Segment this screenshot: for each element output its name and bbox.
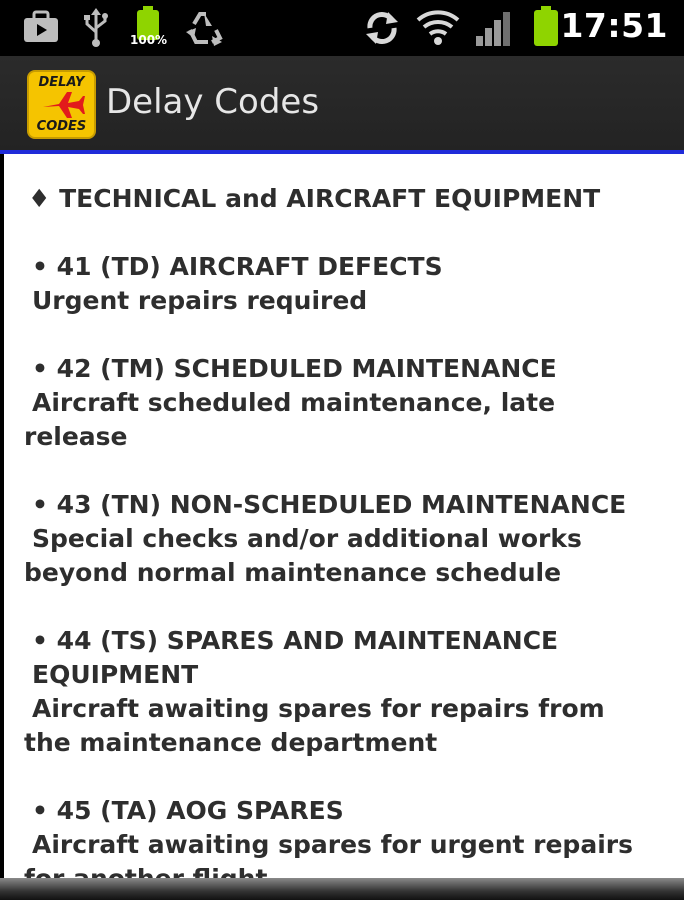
code-description: Urgent repairs required xyxy=(32,286,368,315)
battery-icon xyxy=(532,6,560,46)
app-logo[interactable] xyxy=(27,70,96,139)
content-scroll-view[interactable] xyxy=(4,154,684,892)
list-item[interactable] xyxy=(24,624,644,760)
airplane-icon xyxy=(41,90,85,120)
battery-percent-label: 100% xyxy=(130,33,168,47)
briefcase-icon xyxy=(22,10,60,44)
sync-icon xyxy=(364,10,400,46)
bottom-edge-shadow xyxy=(0,878,684,900)
usb-icon xyxy=(82,8,110,48)
code-description: Aircraft scheduled maintenance, late release xyxy=(24,388,556,451)
code-title: • 44 (TS) SPARES AND MAINTENANCE EQUIPMENT xyxy=(32,626,559,689)
code-description: Special checks and/or additional works beyond normal maintenance schedule xyxy=(24,524,582,587)
code-description: Aircraft awaiting spares for urgent repairs xyxy=(32,830,633,859)
recycle-icon xyxy=(184,10,224,46)
clock: 17:51 xyxy=(560,6,668,45)
list-item[interactable] xyxy=(24,250,644,318)
code-title: • 43 (TN) NON-SCHEDULED MAINTENANCE xyxy=(32,490,627,519)
delay-code-list xyxy=(4,154,644,892)
logo-text-bottom: CODES xyxy=(36,119,87,134)
wifi-icon xyxy=(416,8,460,46)
code-title: • 42 (TM) SCHEDULED MAINTENANCE xyxy=(32,354,557,383)
list-item[interactable] xyxy=(24,352,644,454)
section-heading: ♦ TECHNICAL and AIRCRAFT EQUIPMENT xyxy=(28,184,601,213)
code-title: • 41 (TD) AIRCRAFT DEFECTS xyxy=(32,252,443,281)
list-item[interactable] xyxy=(24,488,644,590)
status-bar xyxy=(0,0,684,56)
action-bar xyxy=(0,56,684,150)
signal-icon xyxy=(474,10,514,46)
logo-text-top: DELAY xyxy=(38,75,85,90)
code-title: • 45 (TA) AOG SPARES xyxy=(32,796,344,825)
app-title: Delay Codes xyxy=(106,82,320,122)
code-description: Aircraft awaiting spares for repairs from the maintenance department xyxy=(24,694,605,757)
